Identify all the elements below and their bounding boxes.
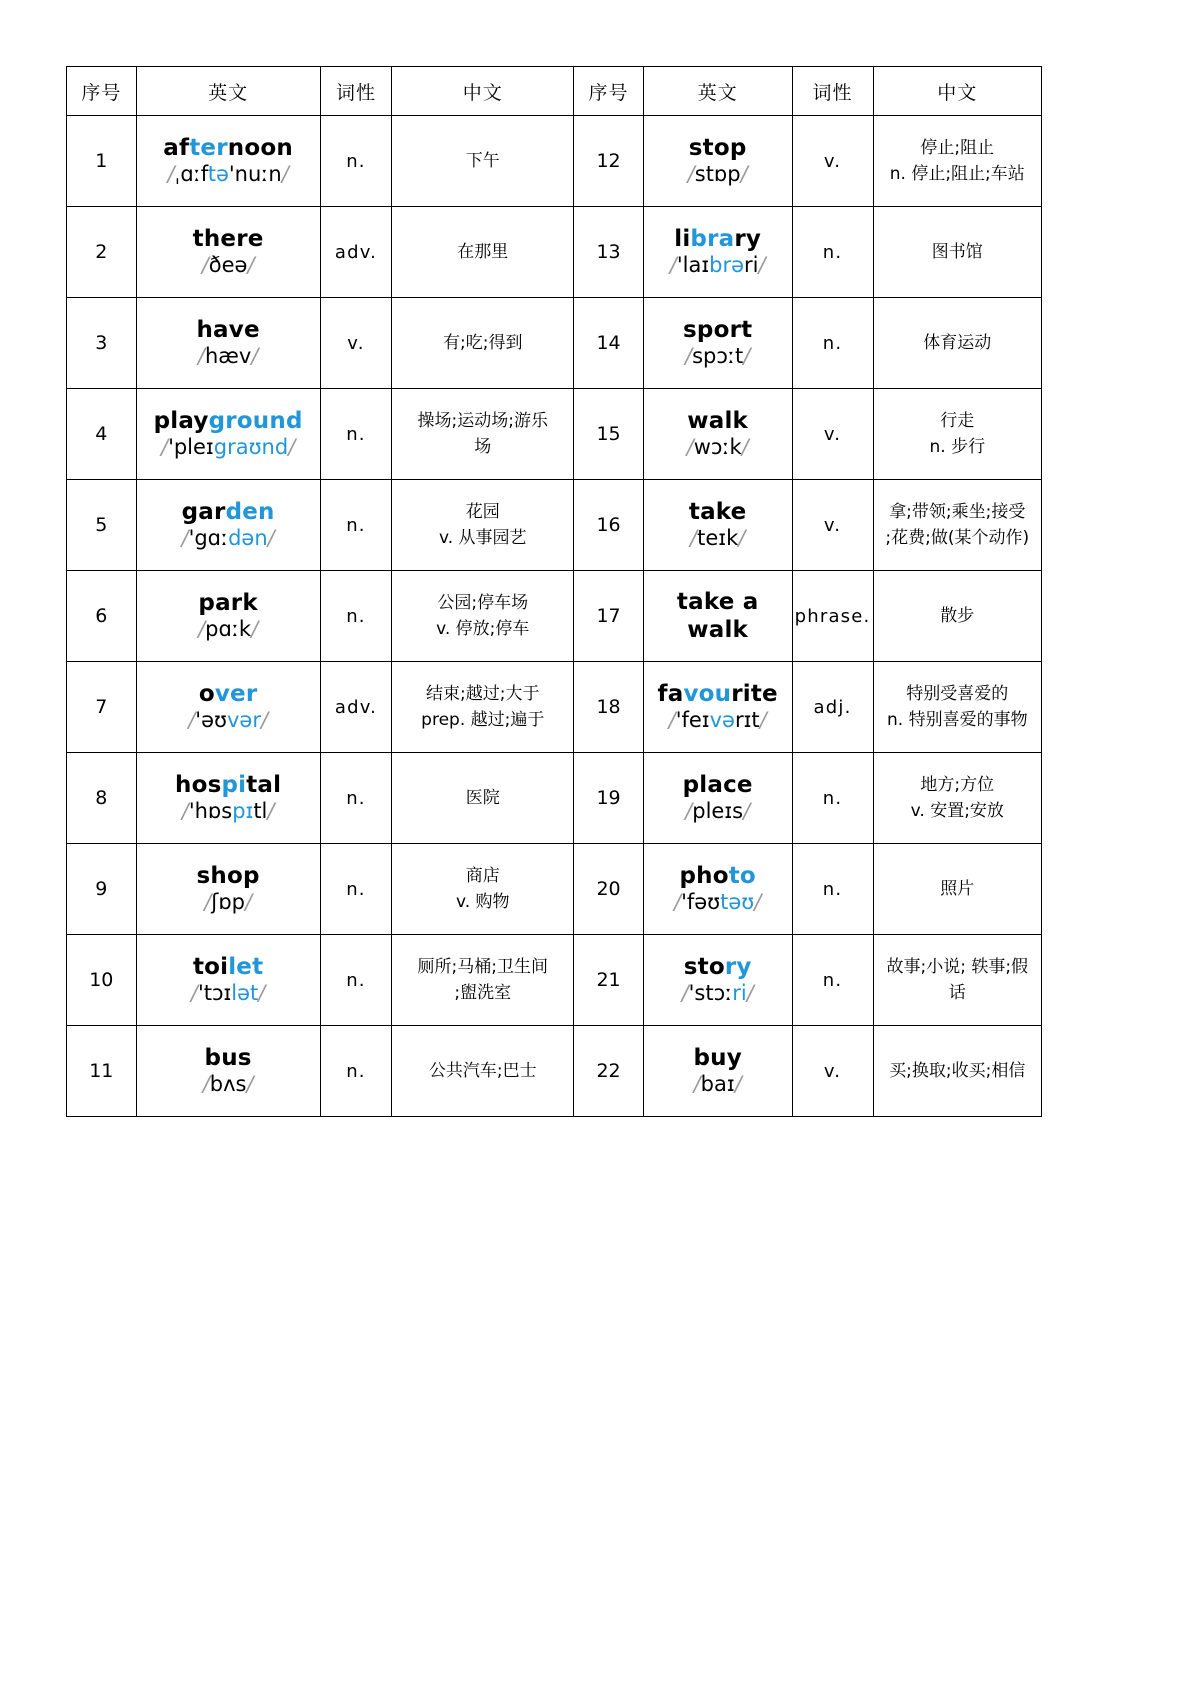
chinese-meaning-line: ;花费;做(某个动作) bbox=[885, 528, 1030, 548]
english-cell bbox=[136, 298, 320, 389]
table-row bbox=[67, 298, 1042, 389]
plain-segment: 'laɪ bbox=[676, 252, 710, 277]
index-cell: 12 bbox=[574, 116, 644, 207]
part-of-speech-cell: n. bbox=[320, 844, 392, 935]
english-word bbox=[137, 500, 320, 526]
english-word bbox=[644, 682, 792, 708]
slash-delimiter: / bbox=[758, 252, 766, 277]
chinese-cell bbox=[873, 480, 1041, 571]
chinese-cell bbox=[392, 480, 574, 571]
slash-delimiter: / bbox=[288, 434, 296, 459]
english-word bbox=[137, 409, 320, 435]
slash-delimiter: / bbox=[685, 343, 693, 368]
phonetic-transcription bbox=[644, 345, 792, 369]
chinese-cell bbox=[392, 116, 574, 207]
chinese-meaning-line: 结束;越过;大于 bbox=[426, 683, 540, 704]
chinese-meaning-line: 拿;带领;乘坐;接受 bbox=[889, 501, 1026, 522]
plain-segment: take bbox=[688, 498, 747, 525]
table-row bbox=[67, 753, 1042, 844]
plain-segment: 'fəʊ bbox=[681, 889, 721, 914]
highlighted-segment: tə bbox=[207, 161, 229, 186]
english-word bbox=[644, 773, 792, 799]
english-word bbox=[137, 1046, 320, 1072]
chinese-cell bbox=[873, 298, 1041, 389]
slash-delimiter: / bbox=[167, 161, 175, 186]
index-cell: 3 bbox=[67, 298, 137, 389]
english-cell bbox=[643, 662, 792, 753]
plain-segment: play bbox=[153, 407, 209, 434]
english-word bbox=[137, 682, 320, 708]
english-cell bbox=[136, 480, 320, 571]
chinese-cell bbox=[392, 844, 574, 935]
highlighted-segment: bra bbox=[690, 225, 735, 252]
chinese-cell bbox=[392, 1026, 574, 1117]
english-cell bbox=[136, 571, 320, 662]
plain-segment: ry bbox=[734, 225, 762, 252]
plain-segment: o bbox=[198, 680, 215, 707]
slash-delimiter: / bbox=[251, 616, 259, 641]
slash-delimiter: / bbox=[244, 889, 253, 914]
chinese-meaning-line: 有;吃;得到 bbox=[443, 332, 523, 353]
phonetic-transcription bbox=[137, 982, 320, 1006]
index-cell: 16 bbox=[574, 480, 644, 571]
phonetic-transcription bbox=[137, 709, 320, 733]
plain-segment: ðeə bbox=[208, 252, 248, 277]
english-word bbox=[644, 318, 792, 344]
english-word bbox=[137, 864, 320, 890]
highlighted-segment: vou bbox=[683, 680, 732, 707]
plain-segment: baɪ bbox=[700, 1071, 735, 1096]
slash-delimiter: / bbox=[188, 707, 196, 732]
phonetic-transcription bbox=[137, 436, 320, 460]
plain-segment: li bbox=[674, 225, 691, 252]
part-of-speech-cell: n. bbox=[792, 207, 873, 298]
chinese-meaning-line: 厕所;马桶;卫生间 bbox=[417, 956, 548, 977]
table-row bbox=[67, 1026, 1042, 1117]
slash-delimiter: / bbox=[160, 434, 169, 459]
plain-segment: stop bbox=[688, 134, 747, 161]
phonetic-transcription bbox=[137, 527, 320, 551]
index-cell: 20 bbox=[574, 844, 644, 935]
chinese-meaning-line: v. 停放;停车 bbox=[436, 619, 530, 639]
chinese-meaning-line: prep. 越过;遍于 bbox=[421, 710, 545, 730]
plain-segment: sport bbox=[683, 316, 753, 343]
table-row bbox=[67, 844, 1042, 935]
phonetic-transcription bbox=[137, 800, 320, 824]
plain-segment: pleɪs bbox=[692, 798, 744, 823]
highlighted-segment: ri bbox=[732, 980, 747, 1005]
phonetic-transcription bbox=[137, 891, 320, 915]
plain-segment: af bbox=[163, 134, 190, 161]
table-header-row bbox=[67, 67, 1042, 116]
part-of-speech-cell: v. bbox=[320, 298, 392, 389]
column-header-left-3: 中文 bbox=[392, 67, 574, 116]
slash-delimiter: / bbox=[690, 525, 698, 550]
plain-segment: gar bbox=[181, 498, 226, 525]
slash-delimiter: / bbox=[181, 798, 189, 823]
english-word bbox=[137, 955, 320, 981]
column-header-right-2: 词性 bbox=[792, 67, 873, 116]
english-cell bbox=[136, 662, 320, 753]
part-of-speech-cell: v. bbox=[792, 480, 873, 571]
chinese-cell bbox=[392, 753, 574, 844]
chinese-meaning-line: n. 步行 bbox=[929, 437, 986, 457]
english-cell bbox=[136, 844, 320, 935]
slash-delimiter: / bbox=[687, 161, 695, 186]
slash-delimiter: / bbox=[198, 616, 206, 641]
chinese-cell bbox=[873, 662, 1041, 753]
chinese-meaning-line: 特别受喜爱的 bbox=[906, 683, 1009, 704]
english-cell bbox=[643, 207, 792, 298]
plain-segment: pɑːk bbox=[205, 616, 252, 641]
english-cell bbox=[643, 844, 792, 935]
slash-delimiter: / bbox=[681, 980, 689, 1005]
highlighted-segment: let bbox=[228, 953, 264, 980]
part-of-speech-cell: n. bbox=[320, 753, 392, 844]
column-header-left-2: 词性 bbox=[320, 67, 392, 116]
plain-segment: toi bbox=[192, 953, 229, 980]
chinese-cell bbox=[392, 935, 574, 1026]
chinese-cell bbox=[873, 753, 1041, 844]
plain-segment: 'hɒs bbox=[188, 798, 233, 823]
chinese-meaning-line: ;盥洗室 bbox=[454, 983, 512, 1003]
plain-segment: 'gɑː bbox=[188, 525, 229, 550]
plain-segment: place bbox=[682, 771, 753, 798]
column-header-right-1: 英文 bbox=[643, 67, 792, 116]
plain-segment: rite bbox=[731, 680, 778, 707]
english-cell bbox=[136, 389, 320, 480]
index-cell: 21 bbox=[574, 935, 644, 1026]
chinese-meaning-line: n. 停止;阻止;车站 bbox=[889, 164, 1025, 184]
chinese-meaning-line: 体育运动 bbox=[923, 332, 992, 353]
slash-delimiter: / bbox=[686, 434, 694, 459]
plain-segment: hæv bbox=[204, 343, 252, 368]
highlighted-segment: graʊnd bbox=[213, 434, 289, 459]
chinese-meaning-line: 场 bbox=[474, 437, 492, 457]
english-cell bbox=[643, 389, 792, 480]
index-cell: 6 bbox=[67, 571, 137, 662]
highlighted-segment: ground bbox=[208, 407, 303, 434]
chinese-cell bbox=[873, 571, 1041, 662]
part-of-speech-cell: adv. bbox=[320, 207, 392, 298]
english-word bbox=[137, 318, 320, 344]
slash-delimiter: / bbox=[685, 798, 693, 823]
chinese-cell bbox=[873, 116, 1041, 207]
english-word bbox=[644, 955, 792, 981]
phonetic-transcription bbox=[644, 436, 792, 460]
phonetic-transcription bbox=[644, 527, 792, 551]
chinese-meaning-line: 公共汽车;巴士 bbox=[428, 1060, 537, 1081]
part-of-speech-cell: v. bbox=[792, 116, 873, 207]
highlighted-segment: ver bbox=[214, 680, 258, 707]
slash-delimiter: / bbox=[267, 798, 275, 823]
index-cell: 15 bbox=[574, 389, 644, 480]
chinese-meaning-line: n. 特别喜爱的事物 bbox=[886, 710, 1028, 730]
slash-delimiter: / bbox=[674, 889, 682, 914]
chinese-meaning-line: 散步 bbox=[940, 605, 975, 626]
highlighted-segment: den bbox=[225, 498, 275, 525]
english-word bbox=[137, 136, 320, 162]
column-header-left-1: 英文 bbox=[136, 67, 320, 116]
chinese-meaning-line: v. 安置;安放 bbox=[910, 801, 1004, 821]
index-cell: 5 bbox=[67, 480, 137, 571]
chinese-meaning-line: 故事;小说; 轶事;假 bbox=[886, 956, 1029, 977]
part-of-speech-cell: n. bbox=[320, 480, 392, 571]
phonetic-transcription bbox=[137, 254, 320, 278]
chinese-meaning-line: 花园 bbox=[465, 501, 500, 522]
english-word bbox=[644, 588, 792, 644]
index-cell: 14 bbox=[574, 298, 644, 389]
slash-delimiter: / bbox=[759, 707, 767, 732]
plain-segment: pho bbox=[679, 862, 729, 889]
plain-segment: bʌs bbox=[209, 1071, 247, 1096]
slash-delimiter: / bbox=[746, 980, 754, 1005]
plain-segment: teɪk bbox=[697, 525, 739, 550]
table-row bbox=[67, 571, 1042, 662]
plain-segment: 'əʊ bbox=[195, 707, 227, 732]
slash-delimiter: / bbox=[251, 343, 259, 368]
english-cell bbox=[136, 116, 320, 207]
plain-segment: take a walk bbox=[676, 588, 759, 643]
slash-delimiter: / bbox=[668, 707, 676, 732]
part-of-speech-cell: v. bbox=[792, 389, 873, 480]
chinese-meaning-line: 地方;方位 bbox=[920, 774, 995, 795]
table-row bbox=[67, 207, 1042, 298]
plain-segment: wɔːk bbox=[693, 434, 742, 459]
slash-delimiter: / bbox=[281, 161, 289, 186]
chinese-cell bbox=[392, 571, 574, 662]
highlighted-segment: dən bbox=[228, 525, 268, 550]
highlighted-segment: təʊ bbox=[720, 889, 755, 914]
chinese-meaning-line: 图书馆 bbox=[931, 241, 983, 262]
chinese-cell bbox=[392, 298, 574, 389]
part-of-speech-cell: n. bbox=[792, 298, 873, 389]
chinese-cell bbox=[873, 1026, 1041, 1117]
plain-segment: stɒp bbox=[694, 161, 741, 186]
slash-delimiter: / bbox=[197, 343, 205, 368]
chinese-meaning-line: v. 购物 bbox=[455, 892, 510, 912]
english-word bbox=[644, 864, 792, 890]
english-cell bbox=[643, 935, 792, 1026]
english-cell bbox=[643, 571, 792, 662]
english-cell bbox=[643, 298, 792, 389]
highlighted-segment: pi bbox=[221, 771, 247, 798]
chinese-meaning-line: 买;换取;收买;相信 bbox=[889, 1060, 1026, 1081]
slash-delimiter: / bbox=[754, 889, 762, 914]
phonetic-transcription bbox=[137, 163, 320, 187]
plain-segment: park bbox=[198, 589, 258, 616]
index-cell: 11 bbox=[67, 1026, 137, 1117]
chinese-meaning-line: 在那里 bbox=[457, 241, 509, 262]
table-row bbox=[67, 935, 1042, 1026]
english-word bbox=[137, 227, 320, 253]
highlighted-segment: və bbox=[709, 707, 735, 732]
chinese-meaning-line: 公园;停车场 bbox=[437, 592, 529, 613]
index-cell: 4 bbox=[67, 389, 137, 480]
plain-segment: spɔːt bbox=[692, 343, 744, 368]
slash-delimiter: / bbox=[740, 161, 748, 186]
plain-segment: have bbox=[196, 316, 260, 343]
chinese-cell bbox=[392, 389, 574, 480]
chinese-cell bbox=[873, 935, 1041, 1026]
part-of-speech-cell: n. bbox=[320, 116, 392, 207]
slash-delimiter: / bbox=[202, 1071, 210, 1096]
part-of-speech-cell: n. bbox=[792, 935, 873, 1026]
plain-segment: shop bbox=[196, 862, 260, 889]
highlighted-segment: lət bbox=[231, 980, 259, 1005]
index-cell: 2 bbox=[67, 207, 137, 298]
plain-segment: there bbox=[192, 225, 264, 252]
highlighted-segment: pɪ bbox=[232, 798, 254, 823]
plain-segment: sto bbox=[683, 953, 725, 980]
index-cell: 7 bbox=[67, 662, 137, 753]
slash-delimiter: / bbox=[246, 1071, 254, 1096]
part-of-speech-cell: n. bbox=[320, 389, 392, 480]
plain-segment: tal bbox=[246, 771, 282, 798]
part-of-speech-cell: n. bbox=[792, 753, 873, 844]
phonetic-transcription bbox=[137, 1073, 320, 1097]
plain-segment: fa bbox=[657, 680, 684, 707]
table-row bbox=[67, 480, 1042, 571]
index-cell: 8 bbox=[67, 753, 137, 844]
english-word bbox=[644, 500, 792, 526]
plain-segment: 'stɔː bbox=[688, 980, 733, 1005]
chinese-meaning-line: 行走 bbox=[940, 410, 975, 431]
plain-segment: 'pleɪ bbox=[168, 434, 214, 459]
phonetic-transcription bbox=[644, 254, 792, 278]
chinese-meaning-line: 下午 bbox=[465, 150, 500, 171]
english-word bbox=[137, 591, 320, 617]
index-cell: 22 bbox=[574, 1026, 644, 1117]
plain-segment: 'feɪ bbox=[675, 707, 710, 732]
table-row bbox=[67, 389, 1042, 480]
index-cell: 10 bbox=[67, 935, 137, 1026]
chinese-meaning-line: 照片 bbox=[940, 878, 975, 899]
phonetic-transcription bbox=[644, 891, 792, 915]
column-header-left-0: 序号 bbox=[67, 67, 137, 116]
phonetic-transcription bbox=[644, 800, 792, 824]
plain-segment: 'tɔɪ bbox=[197, 980, 232, 1005]
index-cell: 13 bbox=[574, 207, 644, 298]
slash-delimiter: / bbox=[190, 980, 198, 1005]
slash-delimiter: / bbox=[258, 980, 266, 1005]
index-cell: 18 bbox=[574, 662, 644, 753]
chinese-meaning-line: 停止;阻止 bbox=[920, 137, 995, 158]
slash-delimiter: / bbox=[247, 252, 255, 277]
english-word bbox=[137, 773, 320, 799]
column-header-right-0: 序号 bbox=[574, 67, 644, 116]
slash-delimiter: / bbox=[693, 1071, 701, 1096]
part-of-speech-cell: n. bbox=[320, 935, 392, 1026]
index-cell: 19 bbox=[574, 753, 644, 844]
plain-segment: ri bbox=[744, 252, 759, 277]
plain-segment: ˌɑːf bbox=[174, 161, 208, 186]
phonetic-transcription bbox=[644, 982, 792, 1006]
part-of-speech-cell: adv. bbox=[320, 662, 392, 753]
chinese-cell bbox=[392, 207, 574, 298]
slash-delimiter: / bbox=[181, 525, 189, 550]
chinese-meaning-line: 话 bbox=[948, 983, 966, 1003]
plain-segment: tl bbox=[253, 798, 268, 823]
english-cell bbox=[643, 116, 792, 207]
chinese-cell bbox=[873, 389, 1041, 480]
plain-segment: 'nuːn bbox=[228, 161, 282, 186]
english-cell bbox=[136, 1026, 320, 1117]
part-of-speech-cell: phrase. bbox=[792, 571, 873, 662]
plain-segment: ʃɒp bbox=[211, 889, 245, 914]
column-header-right-3: 中文 bbox=[873, 67, 1041, 116]
slash-delimiter: / bbox=[204, 889, 212, 914]
chinese-cell bbox=[873, 844, 1041, 935]
plain-segment: buy bbox=[693, 1044, 742, 1071]
chinese-cell bbox=[392, 662, 574, 753]
table-row bbox=[67, 116, 1042, 207]
slash-delimiter: / bbox=[743, 343, 751, 368]
slash-delimiter: / bbox=[267, 525, 275, 550]
highlighted-segment: ry bbox=[724, 953, 752, 980]
english-cell bbox=[643, 1026, 792, 1117]
slash-delimiter: / bbox=[741, 434, 749, 459]
chinese-meaning-line: 商店 bbox=[465, 865, 500, 886]
highlighted-segment: to bbox=[728, 862, 756, 889]
english-cell bbox=[643, 753, 792, 844]
chinese-meaning-line: 医院 bbox=[465, 787, 500, 808]
part-of-speech-cell: adj. bbox=[792, 662, 873, 753]
phonetic-transcription bbox=[137, 618, 320, 642]
plain-segment: walk bbox=[687, 407, 749, 434]
english-word bbox=[644, 227, 792, 253]
phonetic-transcription bbox=[644, 709, 792, 733]
phonetic-transcription bbox=[644, 1073, 792, 1097]
slash-delimiter: / bbox=[734, 1071, 742, 1096]
highlighted-segment: vər bbox=[226, 707, 261, 732]
slash-delimiter: / bbox=[738, 525, 746, 550]
index-cell: 1 bbox=[67, 116, 137, 207]
highlighted-segment: brə bbox=[709, 252, 745, 277]
plain-segment: hos bbox=[175, 771, 222, 798]
chinese-cell bbox=[873, 207, 1041, 298]
highlighted-segment: ter bbox=[189, 134, 228, 161]
phonetic-transcription bbox=[644, 163, 792, 187]
part-of-speech-cell: n. bbox=[320, 1026, 392, 1117]
plain-segment: noon bbox=[227, 134, 293, 161]
vocabulary-table bbox=[66, 66, 1042, 1117]
slash-delimiter: / bbox=[260, 707, 269, 732]
slash-delimiter: / bbox=[201, 252, 209, 277]
part-of-speech-cell: n. bbox=[792, 844, 873, 935]
slash-delimiter: / bbox=[743, 798, 751, 823]
table-row bbox=[67, 662, 1042, 753]
english-cell bbox=[136, 935, 320, 1026]
chinese-meaning-line: v. 从事园艺 bbox=[438, 528, 527, 548]
slash-delimiter: / bbox=[669, 252, 677, 277]
english-word bbox=[644, 136, 792, 162]
english-word bbox=[644, 1046, 792, 1072]
chinese-meaning-line: 操场;运动场;游乐 bbox=[417, 410, 548, 431]
english-cell bbox=[136, 753, 320, 844]
english-word bbox=[644, 409, 792, 435]
plain-segment: rɪt bbox=[734, 707, 760, 732]
plain-segment: bus bbox=[204, 1044, 252, 1071]
part-of-speech-cell: v. bbox=[792, 1026, 873, 1117]
index-cell: 9 bbox=[67, 844, 137, 935]
english-cell bbox=[136, 207, 320, 298]
part-of-speech-cell: n. bbox=[320, 571, 392, 662]
index-cell: 17 bbox=[574, 571, 644, 662]
english-cell bbox=[643, 480, 792, 571]
phonetic-transcription bbox=[137, 345, 320, 369]
